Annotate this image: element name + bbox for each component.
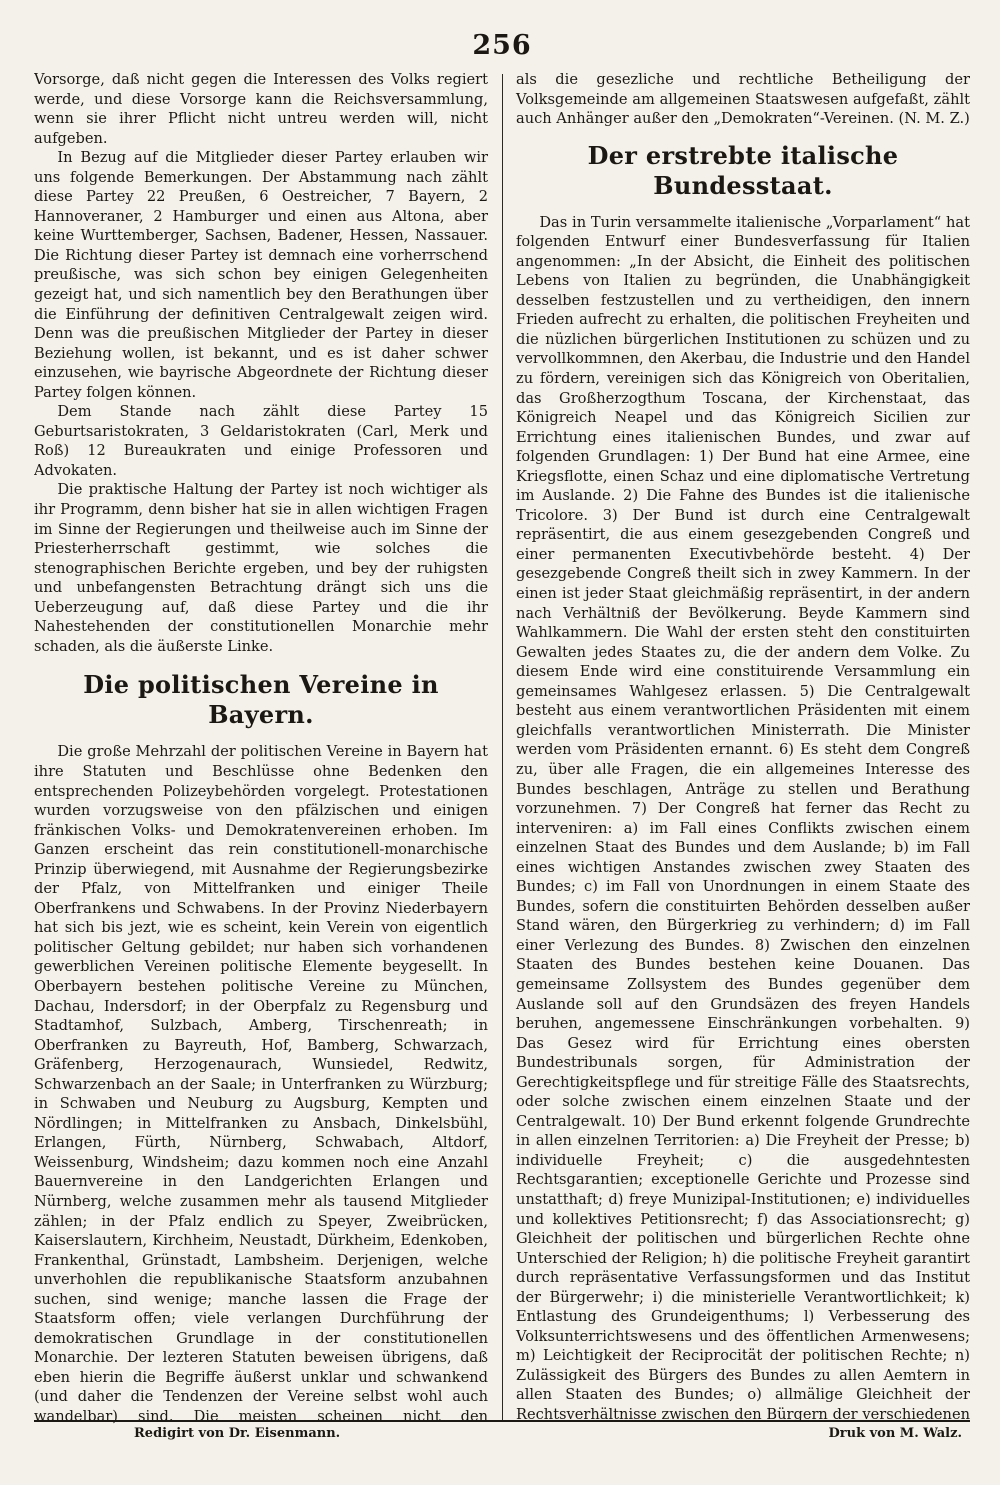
- column-divider: [502, 74, 503, 1420]
- article-paragraph: Die große Mehrzahl der politischen Vereine in Bayern hat ihre Statuten und Beschlüsse ohne Bedenken den entsprechenden Polizeybehörden vorgelegt. Protestationen wurden vorzugsweise von den pfälzischen und einigen fränkischen Volks- und Demokratenvereinen erhoben. Im Ganzen erscheint das rein constitutionell-monarchische Prinzip überwiegend, mit Ausnahme der Regierungsbezirke der Pfalz, von Mittelfranken und einiger Theile Oberfrankens und Schwabens. In der Provinz Niederbayern hat sich bis jezt, wie es scheint, kein Verein von eigentlich politischer Geltung gebildet; nur haben sich vorhandenen gewerblichen Vereinen politische Elemente beygesellt. In Oberbayern bestehen politische Vereine zu München, Dachau, Indersdorf; in der Oberpfalz zu Regensburg und Stadtamhof, Sulzbach, Amberg, Tirschenreath; in Oberfranken zu Bayreuth, Hof, Bamberg, Schwarzach, Gräfenberg, Herzogenaurach, Wunsiedel, Redwitz, Schwarzenbach an der Saale; in Unterfranken zu Würzburg; in Schwaben und Neuburg zu Augsburg, Kempten und Nördlingen; in Mittelfranken zu Ansbach, Dinkelsbühl, Erlangen, Fürth, Nürnberg, Schwabach, Altdorf, Weissenburg, Windsheim; dazu kommen noch eine Anzahl Bauernvereine in den Landgerichten Erlangen und Nürnberg, welche zusammen mehr als tausend Mitglieder zählen; in der Pfalz endlich zu Speyer, Zweibrücken, Kaiserslautern, Kirchheim, Neustadt, Dürkheim, Edenkoben, Frankenthal, Grünstadt, Lambsheim. Derjenigen, welche unverhohlen die republikanische Staatsform anzubahnen suchen, sind wenige; manche lassen die Frage der Staatsform offen; viele verlangen Durchführung der demokratischen Grundlage in der constitutionellen Monarchie. Der lezteren Statuten beweisen übrigens, daß eben hierin die Begriffe äußerst unklar und schwankend (und daher die Tendenzen der Vereine selbst wohl auch wandelbar) sind. Die meisten scheinen nicht den: [34, 743, 488, 1425]
- article-paragraph: Das in Turin versammelte italienische „Vorparlament“ hat folgenden Entwurf einer Bundesverfassung für Italien angenommen: „In der Absicht, die Einheit des politischen Lebens von Italien zu begründen, die Unabhängigkeit desselben festzustellen und zu vertheidigen, den innern Frieden aufrecht zu erhalten, die politischen Freyheiten und die nüzlichen bürgerlichen Institutionen zu schüzen und zu vervollkommnen, den Akerbau, die Industrie und den Handel zu fördern, vereinigen sich das Königreich von Oberitalien, das Großherzogthum Toscana, der Kirchenstaat, das Königreich Neapel und das Königreich Sicilien zur Errichtung eines italienischen Bundes, und zwar auf folgenden Grundlagen: 1) Der Bund hat eine Armee, eine Kriegsflotte, einen Schaz und eine diplomatische Vertretung im Auslande. 2) Die Fahne des Bundes ist die italienische Tricolore. 3) Der Bund ist durch eine Centralgewalt repräsentirt, die aus einem gesezgebenden Congreß und einer permanenten Executivbehörde besteht. 4) Der gesezgebende Congreß theilt sich in zwey Kammern. In der einen ist jeder Staat gleichmäßig repräsentirt, in der andern nach Verhältniß der Bevölkerung. Beyde Kammern sind Wahlkammern. Die Wahl der ersten steht den constituirten Gewalten jedes Staates zu, die der andern dem Volke. Zu diesem Ende wird eine constituirende Versammlung ein gemeinsames Wahlgesez erlassen. 5) Die Centralgewalt besteht aus einem verantwortlichen Präsidenten mit einem gleichfalls verantwortlichen Ministerrath. Die Minister werden vom Präsidenten ernannt. 6) Es steht dem Congreß zu, über alle Fragen, die ein allgemeines Interesse des Bundes beschlagen, Anträge zu stellen und Berathung vorzunehmen. 7) Der Congreß hat ferner das Recht zu interveniren: a) im Fall eines Conflikts zwischen einem einzelnen Staat des Bundes und dem Auslande; b) im Fall eines wichtigen Anstandes zwischen zwey Staaten des Bundes; c) im Fall von Unordnungen in einem Staate des Bundes, sofern die constituirten Behörden desselben außer Stand wären, den Bürgerkrieg zu verhindern; d) im Fall einer Verlezung des Bundes. 8) Zwischen den einzelnen Staaten des Bundes bestehen keine Douanen. Das gemeinsame Zollsystem des Bundes gegenüber dem Auslande soll auf den Grundsäzen des freyen Handels beruhen, angemessene Einschränkungen vorbehalten. 9) Das Gesez wird für Errichtung eines obersten Bundestribunals sorgen, für Administration der Gerechtigkeitspflege und für streitige Fälle des Staatsrechts, oder solche zwischen einem einzelnen Staate und der Centralgewalt. 10) Der Bund erkennt folgende Grundrechte in allen einzelnen Territorien: a) Die Freyheit der Presse; b) individuelle Freyheit; c) die ausgedehntesten Rechtsgarantien; exceptionelle Gerichte und Prozesse sind unstatthaft; d) freye Munizipal-Institutionen; e) individuelles und kollektives Petitionsrecht; f) das Associationsrecht; g) Gleichheit der politischen und bürgerlichen Rechte ohne Unterschied der Religion; h) die politische Freyheit garantirt durch repräsentative Verfassungsformen und das Institut der Bürgerwehr; i) die ministerielle Verantwortlichkeit; k) Entlastung des Grundeigenthums; l) Verbesserung des Volksunterrichtswesens und des öffentlichen Armenwesens; m) Leichtigkeit der Reciprocität der politischen Rechte; n) Zulässigkeit des Bürgers des Bundes zu allen Aemtern in allen Staaten des Bundes; o) allmälige Gleichheit der Rechtsverhältnisse zwischen den Bürgern der verschiedenen: [516, 213, 970, 1423]
- article-paragraph: In Bezug auf die Mitglieder dieser Partey erlauben wir uns folgende Bemerkungen. Der Abstammung nach zählt diese Partey 22 Preußen, 6 Oestreicher, 7 Bayern, 2 Hannoveraner, 2 Hamburger und einen aus Altona, aber keine Wurttemberger, Sachsen, Badener, Hessen, Nassauer. Die Richtung dieser Partey ist demnach eine vorherrschend preußische, was sich schon bey einigen Gelegenheiten gezeigt hat, und sich namentlich bey den Berathungen über die Einführung der definitiven Centralgewalt zeigen wird. Denn was die preußischen Mitglieder der Partey in dieser Beziehung wollen, ist bekannt, und es ist daher schwer einzusehen, wie bayrische Abgeordnete der Richtung dieser Partey folgen können.: [34, 149, 488, 401]
- article-headline: Die politischen Vereine in Bayern.: [83, 670, 439, 730]
- left-column: [34, 70, 488, 1425]
- article-paragraph: Vorsorge, daß nicht gegen die Interessen des Volks regiert werde, und diese Vorsorge kann die Reichsversammlung, wenn sie ihrer Pflicht nicht untreu werden will, nicht aufgeben.: [34, 71, 488, 147]
- article-paragraph: Dem Stande nach zählt diese Partey 15 Geburtsaristokraten, 3 Geldaristokraten (Carl, Merk und Roß) 12 Bureaukraten und einige Professoren und Advokaten.: [34, 403, 488, 479]
- printer-credit: Druk von M. Walz.: [828, 1426, 962, 1441]
- page-number: 256: [472, 30, 532, 61]
- article-paragraph: als die gesezliche und rechtliche Betheiligung der Volksgemeinde am allgemeinen Staatswesen aufgefaßt, zählt auch Anhänger außer den „Demokraten“-Vereinen. (N. M. Z.): [516, 71, 970, 128]
- article-headline: Der erstrebte italische Bundesstaat.: [587, 140, 899, 200]
- editor-credit: Redigirt von Dr. Eisenmann.: [134, 1426, 341, 1441]
- page-footer: [34, 1420, 970, 1441]
- right-column: [516, 70, 970, 1425]
- article-paragraph: Die praktische Haltung der Partey ist noch wichtiger als ihr Programm, denn bisher hat sie in allen wichtigen Fragen im Sinne der Regierungen und theilweise auch im Sinne der Priesterherrschaft gestimmt, wie solches die stenographischen Berichte ergeben, und bey der ruhigsten und unbefangensten Betrachtung drängt sich uns die Ueberzeugung auf, daß diese Partey und die ihr Nahestehenden der constitutionellen Monarchie mehr schaden, als die äußerste Linke.: [34, 481, 488, 655]
